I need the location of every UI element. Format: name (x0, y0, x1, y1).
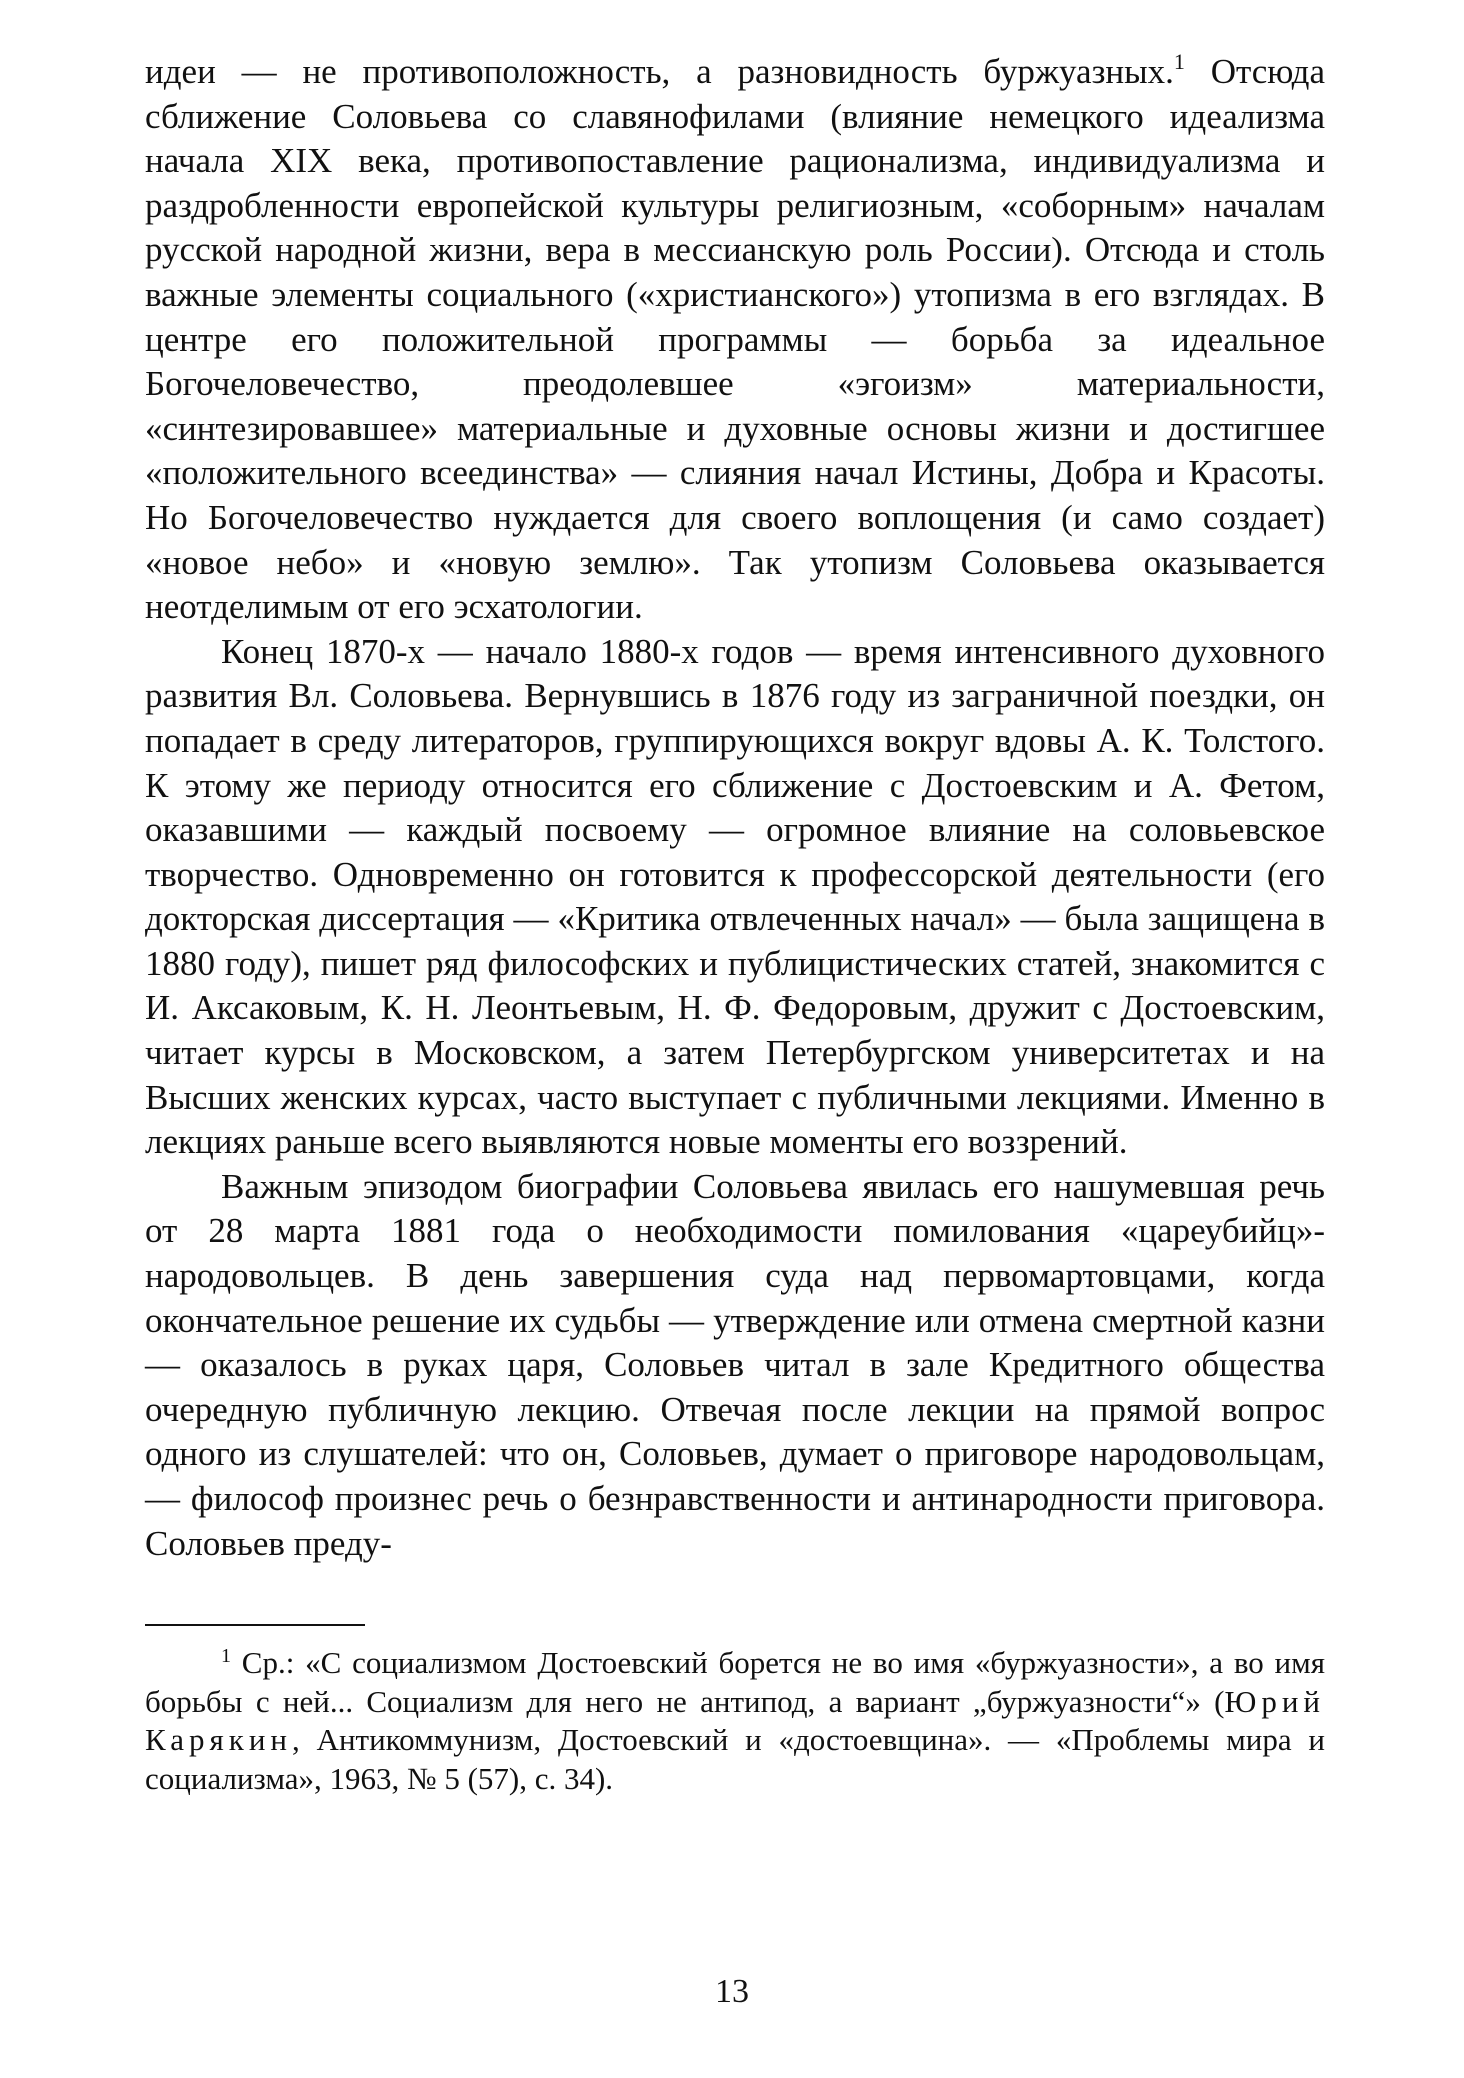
footnote-text-start: Ср.: «С социализмом Достоевский борется не во имя «буржуазности», а во имя борьбы с ней... Социализм для него не антипод, а вариант „буржуазности“» ( (145, 1645, 1325, 1719)
footnote (145, 1644, 1325, 1798)
book-page (145, 50, 1325, 1798)
paragraph-3: Важным эпизодом биографии Соловьева явилась его нашумевшая речь от 28 марта 1881 года о необходимости помилования «цареубийц»-народовольцев. В день завершения суда над первомартовцами, когда окончательное решение их судьбы — утверждение или отмена смертной казни — оказалось в руках царя, Соловьев читал в зале Кредитного общества очередную публичную лекцию. Отвечая после лекции на прямой вопрос одного из слушателей: что он, Соловьев, думает о приговоре народовольцам, — философ произнес речь о безнравственности и антинародности приговора. Соловьев преду- (145, 1166, 1325, 1563)
paragraph-2: Конец 1870-х — начало 1880-х годов — время интенсивного духовного развития Вл. Соловьева. Вернувшись в 1876 году из заграничной поездки, он попадает в среду литераторов, группирующихся вокруг вдовы А. К. Толстого. К этому же периоду относится его сближение с Достоевским и А. Фетом, оказавшими — каждый посвоему — огромное влияние на соловьевское творчество. Одновременно он готовится к профессорской деятельности (его докторская диссертация — «Критика отвлеченных начал» — была защищена в 1880 году), пишет ряд философских и публицистических статей, знакомится с И. Аксаковым, К. Н. Леонтьевым, Н. Ф. Федоровым, дружит с Достоевским, читает курсы в Московском, а затем Петербургском университетах и на Высших женских курсах, часто выступает с публичными лекциями. Именно в лекциях раньше всего выявляются новые моменты его воззрений. (145, 631, 1325, 1162)
paragraph-1 (145, 50, 1325, 630)
footnote-divider (145, 1624, 365, 1626)
paragraph-1-text: идеи — не противоположность, а разновидность буржуазных. (145, 52, 1174, 91)
footnote-author: Юрий Карякин (145, 1683, 1325, 1758)
footnote-text-end: , Антикоммунизм, Достоевский и «достоевщина». — «Проблемы мира и социализма», 1963, № 5 (57), с. 34). (145, 1722, 1325, 1796)
footnote-reference: 1 (1173, 49, 1185, 74)
paragraph-1-continuation: Отсюда сближение Соловьева со славянофилами (влияние немецкого идеализма начала XIX века, противопоставление рационализма, индивидуализма и раздробленности европейской культуры религиозным, «соборным» началам русской народной жизни, вера в мессианскую роль России). Отсюда и столь важные элементы социального («христианского») утопизма в его взглядах. В центре его положительной программы — борьба за идеальное Богочеловечество, преодолевшее «эгоизм» материальности, «синтезировавшее» материальные и духовные основы жизни и достигшее «положительного всеединства» — слияния начал Истины, Добра и Красоты. Но Богочеловечество нуждается для своего воплощения (и само создает) «новое небо» и «новую землю». Так утопизм Соловьева оказывается неотделимым от его эсхатологии. (145, 52, 1325, 627)
page-number: 13 (715, 1973, 749, 2010)
footnote-marker: 1 (221, 1645, 231, 1668)
